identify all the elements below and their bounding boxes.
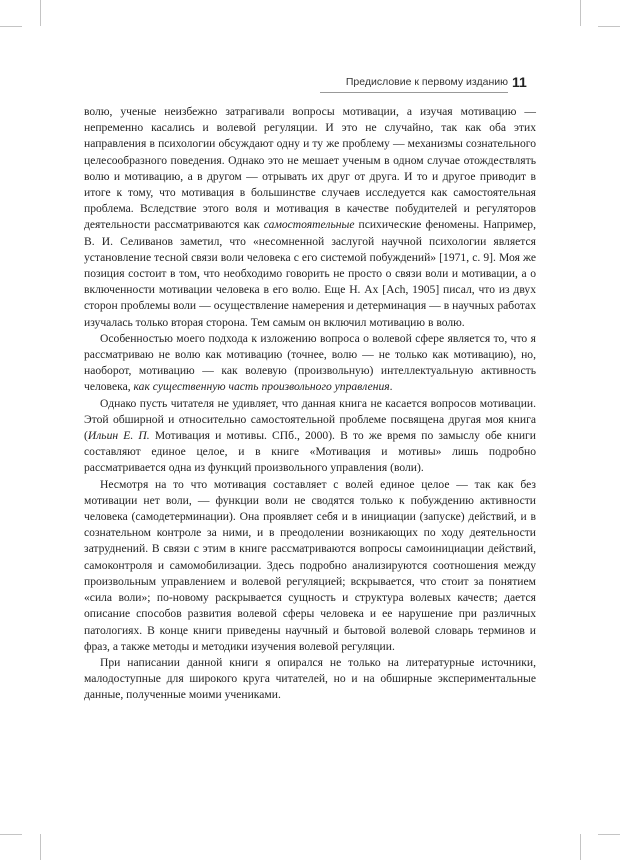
header-rule bbox=[320, 92, 508, 93]
body-text bbox=[84, 104, 536, 704]
crop-mark-top-left bbox=[40, 0, 41, 26]
page-number: 11 bbox=[512, 74, 527, 90]
paragraph: Однако пусть читателя не удивляет, что данная книга не касается вопросов мотивации. Этой обширной и относительно самостоятельной проблеме посвящена другая моя книга (Ильин Е. П. Мотивация и мотивы. СПб., 2000). В то же время по замыслу обе книги составляют единое целое, и в книге «Мотивация и мотивы» лишь подробно рассматривается одна из функций произвольного управления (воли). bbox=[84, 396, 536, 475]
paragraph: Особенностью моего подхода к изложению вопроса о волевой сфере является то, что я рассматриваю не волю как мотивацию (точнее, волю — не только как мотивацию), но, наоборот, мотивацию — как волевую (произвольную) интеллектуальную активность человека, как существенную часть произвольного управления. bbox=[84, 331, 536, 394]
paragraph: Несмотря на то что мотивация составляет с волей единое целое — так как без мотивации нет воли, — функции воли не сводятся только к побуждению активности человека (самодетерминации). Она проявляет себя и в инициации (запуске) действий, и в сознательном контроле за ними, и в преодолении возникающих по ходу деятельности затруднений. В связи с этим в книге рассматриваются вопросы самоинициации действий, самоконтроля и самомобилизации. Здесь подробно анализируются соотношения между произвольным управлением и волевой регуляцией; вскрывается, что стоит за понятием «сила воли»; по-новому раскрывается сущность и структура волевых качеств; дается описание способов развития волевой сферы человека и ее нарушение при различных патологиях. В конце книги приведены научный и бытовой волевой словарь терминов и фраз, а также методы и методики изучения волевой регуляции. bbox=[84, 477, 536, 653]
running-title: Предисловие к первому изданию bbox=[345, 76, 508, 88]
crop-mark-top-right bbox=[580, 0, 581, 26]
emphasis: самостоятельные bbox=[263, 218, 355, 232]
crop-mark-bottom-left bbox=[40, 834, 41, 860]
emphasis: как существенную часть произвольного управления bbox=[133, 380, 390, 394]
crop-mark-top-left bbox=[0, 26, 22, 27]
crop-mark-bottom-right bbox=[598, 834, 620, 835]
emphasis: Ильин Е. П. bbox=[87, 429, 150, 443]
paragraph: волю, ученые неизбежно затрагивали вопросы мотивации, а изучая мотивацию — непременно касались и волевой регуляции. И это не случайно, так как оба этих направления в психологии обсуждают одну и ту же проблему — механизмы сознательного целесообразного поведения. Однако это не мешает ученым в одном случае отождествлять волю и мотивацию, а в другом — отрывать их друг от друга. И то и другое приводит в итоге к тому, что мотивация в большинстве случаев исследуется как самостоятельная проблема. Вследствие этого воля и мотивация в качестве побудителей и регуляторов деятельности рассматриваются как самостоятельные психические феномены. Например, В. И. Селиванов заметил, что «несомненной заслугой научной психологии является установление тесной связи воли человека с его системой побуждений» [1971, с. 9]. Моя же позиция состоит в том, что необходимо говорить не просто о связи воли и мотивации, а о включенности мотивации человека в его волю. Еще Н. Ах [Ach, 1905] писал, что из двух сторон проблемы воли — осуществление намерения и детерминация — в научных работах изучалась только вторая сторона. Тем самым он включил мотивацию в волю. bbox=[84, 105, 536, 329]
crop-mark-top-right bbox=[598, 26, 620, 27]
crop-mark-bottom-right bbox=[580, 834, 581, 860]
crop-mark-bottom-left bbox=[0, 834, 22, 835]
paragraph: При написании данной книги я опирался не только на литературные источники, малодоступные для широкого круга читателей, но и на обширные экспериментальные данные, полученные моими учениками. bbox=[84, 655, 536, 702]
running-header bbox=[320, 76, 508, 90]
